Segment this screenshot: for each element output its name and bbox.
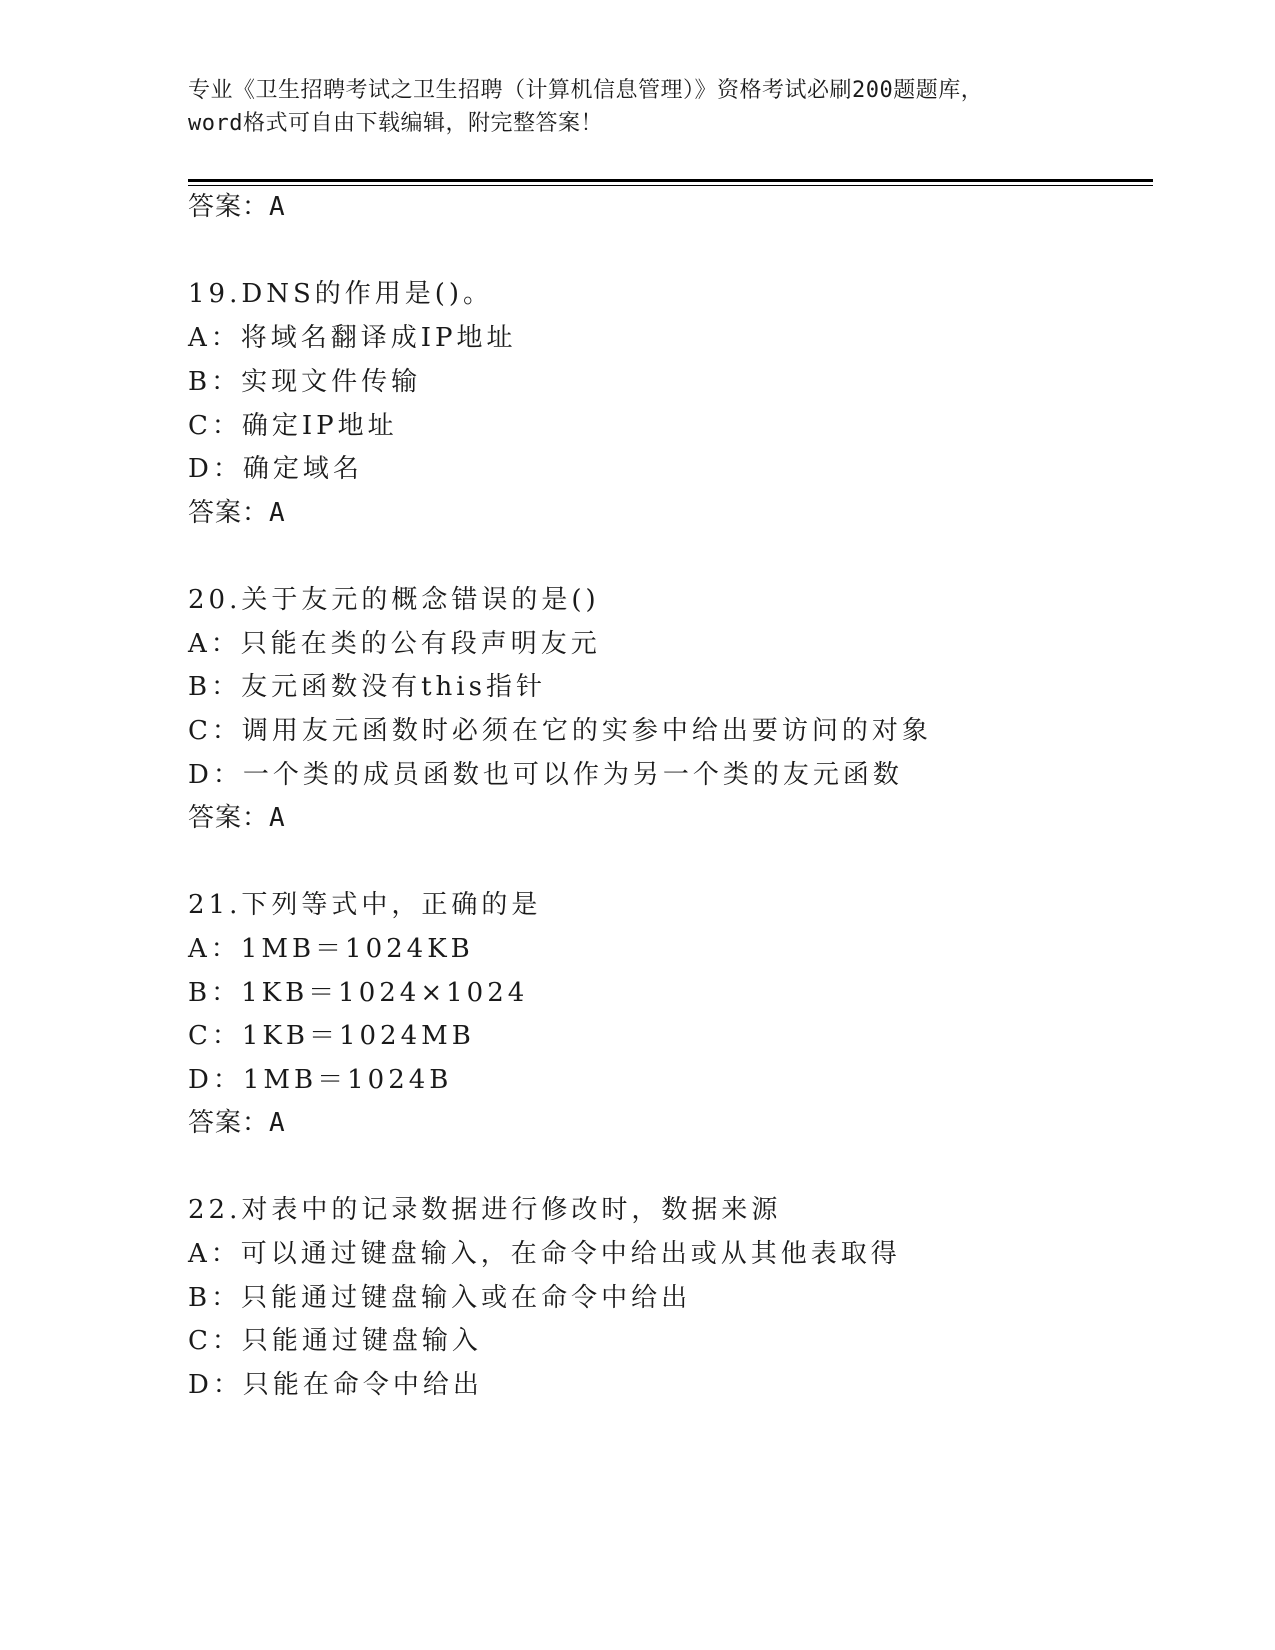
question-option: A：1MB＝1024KB (188, 934, 474, 964)
question-option: D：一个类的成员函数也可以作为另一个类的友元函数 (188, 760, 903, 790)
question-option: A：将域名翻译成IP地址 (188, 323, 517, 353)
question-answer: 答案：A (188, 803, 286, 833)
question-stem: 20.关于友元的概念错误的是() (188, 585, 600, 615)
header-line-1: 专业《卫生招聘考试之卫生招聘（计算机信息管理）》资格考试必刷200题题库， (188, 78, 984, 103)
question-option: B：实现文件传输 (188, 367, 422, 397)
previous-answer: 答案：A (188, 192, 286, 222)
question-stem: 22.对表中的记录数据进行修改时，数据来源 (188, 1195, 782, 1225)
document-header (188, 74, 1088, 140)
header-divider-thin (188, 185, 1153, 186)
question-option: B：只能通过键盘输入或在命令中给出 (188, 1283, 692, 1313)
question-option: A：可以通过键盘输入，在命令中给出或从其他表取得 (188, 1239, 901, 1269)
question-option: B：1KB＝1024×1024 (188, 978, 529, 1008)
question-option: D：只能在命令中给出 (188, 1370, 483, 1400)
question-option: D：确定域名 (188, 454, 363, 484)
question-answer: 答案：A (188, 498, 286, 528)
header-line-2: word格式可自由下载编辑，附完整答案！ (188, 111, 603, 136)
question-option: B：友元函数没有this指针 (188, 672, 546, 702)
question-option: C：1KB＝1024MB (188, 1021, 475, 1051)
question-stem: 21.下列等式中，正确的是 (188, 890, 542, 920)
question-option: A：只能在类的公有段声明友元 (188, 629, 601, 659)
question-option: C：调用友元函数时必须在它的实参中给出要访问的对象 (188, 716, 932, 746)
question-option: C：确定IP地址 (188, 411, 398, 441)
question-option: D：1MB＝1024B (188, 1065, 453, 1095)
header-divider-thick (188, 179, 1153, 182)
question-stem: 19.DNS的作用是()。 (188, 279, 494, 309)
question-option: C：只能通过键盘输入 (188, 1326, 482, 1356)
question-answer: 答案：A (188, 1108, 286, 1138)
